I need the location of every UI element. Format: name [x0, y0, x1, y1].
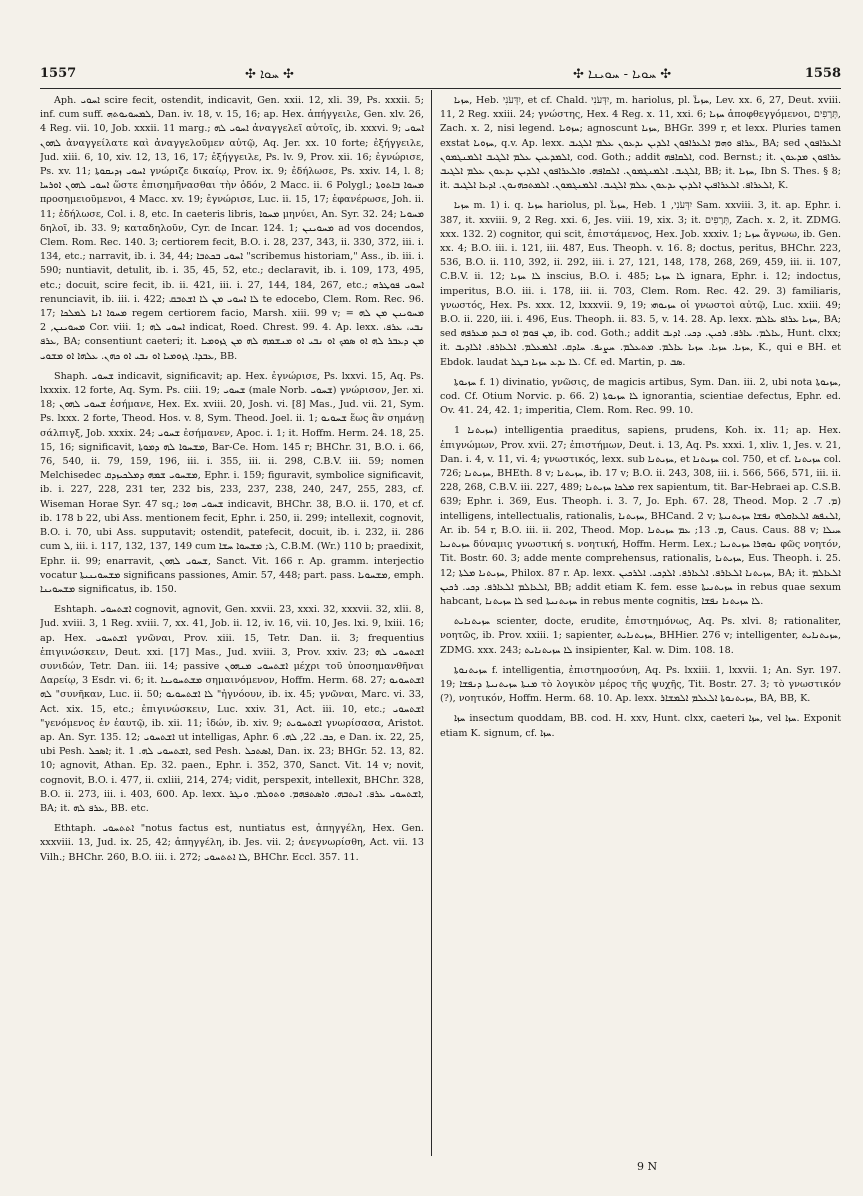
- entry-divinatio: ܚܙܝܘܬܐ f. 1) divinatio, γνῶσις, de magicis artibus, Sym. Dan. iii. 2, ubi nota ܚܙܝܘܬܐ, cod. Cf. Otium Norvic. p. 66. 2) ܠܐ ܚܙܝܘܬܐ ignorantia, scientiae defectus, Ephr. ed. Ov. 41. 24, 42. 1; imperitia, Clem. Rom. Rec. 99. 10.: [440, 376, 841, 417]
- entry-aphel: Aph. ܐܚܘܝ scire fecit, ostendit, indicavit, Gen. xxii. 12, xli. 39, Ps. xxxii. 5; inf. cum suff. ܠܡܚܘܝܘܬܗ, Dan. iv. 18, v. 15, 16; ap. Hex. ἀπήγγειλε, Gen. xlv. 26, 4 Reg. vii. 10, Job. xxxii. 11 marg.; ܐܚܘܝ ܠܗ ἀναγγελεῖ αὐτοῖς, ib. xxxvi. 9; ܐܚܘܝ ܠܗܘܢ ἀναγγείλατε καὶ ἀναγγελοῦμεν αὐτῷ, Aq. Jer. xx. 10 forte; ἐξήγγειλε, Jud. xiii. 6, 10, xiv. 12, 13, 16, 17; ἐξήγγειλε, Ps. lv. 9, Prov. xii. 16; ἐγνώρισε, Ps. xv. 11; ܐܚܘܝ ܙܕܝܩܘܬܐ γνώριζε δικαίῳ, Prov. ix. 9; ἐδήλωσε, Ps. xxiv. 14, l. 8; ܐܚܘܝ ܠܗܘܢ ܐܘܪܚܐ ὥστε ἐπισημῆνασθαι τὴν ὁδόν, 2 Macc. ii. 6 Polygl.; ܡܚܘܐ ܒܐܬܘܬܐ προσημειοῦμενοι, 4 Macc. xv. 19; ἐγνώρισε, Luc. ii. 15, 17; ἐφανέρωσε, Joh. ii. 11; ἐδήλωσε, Col. i. 8, etc. In caeteris libris, ܡܚܘܐ μηνύει, An. Syr. 32. 24; ܡܚܘܝܐ δηλοῖ, ib. 33. 9; καταδηλοῦν, Cyr. de Incar. 124. 1; ܡܚܘܝܢܢ ad vos docendos, Clem. Rom. Rec. 140. 3; certiorem fecit, B.O. i. 28, 237, 343, ii. 330, 372, iii. i. 134, etc.; narravit, ib. i. 34, 44; ܐܚܘܝ ܒܟܬܒܐ "scribemus historiam," Ass., ib. iii. i. 590; nuntiavit, detulit, ib. i. 35, 45, 52, etc.; declaravit, ib. i. 109, 173, 495, etc.; docuit, scire fecit, ib. ii. 421, iii. i. 27, 144, 184, 267, etc.; ܐܚܘܝ ܦܘܛܪܗ renunciavit, ib. iii. i. 422; ܠܐ ܐܚܘܝ ܡܢ ܠܐ ܐܫܬܒܩ te edocebo, Clem. Rom. Rec. 96. 17; ܡܚܘܐ ܐܢܐ ܠܡܠܟܐ regem certiorem facio, Marsh. xiii. 99 v; ܡܚܘܝܢܢ ܡܢ ܠܗ = ܡܚܘܝܢܢ, 2 Cor. viii. 1; ܐܚܘܝ ܠܗ indicat, Roed. Chrest. 99. 4. Ap. lexx. ܢܒܝ، ܥܪܦ، ܥܪܦ, BA; consentiunt caeteri; it. ܡܢ ܕܥܒܪ ܠܗ ܐܘ ܣܡܟ ܐܘ ܢܒܝ ܐܘ ܡܢܫܡܗ ܠܗ ܡܢ ܓܙܘܡܝܐ ܥܒܕܐ. ܓܙܘܡܝܐ ܐܘ ܢܒܝ ܐܘ ܟܗܢ. ܥܠܗܐ ܐܘ ܡܫܘܝ, BB.: [40, 95, 424, 362]
- entry-insectum: ܚܙܐ insectum quoddam, BB. cod. H. xxv, Hunt. clxx, caeteri ܚܙܐ, vel ܚܙܐ. Exponit etiam K. signum, cf. ܚܙܐ.: [440, 713, 841, 739]
- entry-shaphel: Shaph. ܫܚܘܝ indicavit, significavit; ap. Hex. ἐγνώρισε, Ps. lxxvi. 15, Aq. Ps. lxxxix. 12 forte, Aq. Sym. Ps. ciii. 19; ܫܚܘܝ (male Norb. ܫܚܘܝ) γνώρισον, Jer. xi. 18; ܫܚܘܝ ܠܗܘܢ ἐσήμανε, Hex. Ex. xviii. 20, Josh. vi. [8] Mas., Jud. vii. 21, Sym. Ps. lxxx. 2 forte, Theod. Hos. v. 8, Sym. Theod. Joel. ii. 1; ܫܚܘܝܘ ἕως ἂν σημάνῃ σάλπιγξ, Job. xxxix. 24; ܫܚܘܝ ἐσήμανεν, Apoc. i. 1; it. Hoffm. Herm. 24. 18, 25. 15, 16; significavit, ܡܫܚܘܐ ܠܗ ܕܡܘܬܐ, Bar-Ce. Hom. 145 r; BHChr. 31, B.O. i. 66, 76, 540, ii. 79, 159, 196, iii. i. 355, iii. ii. 298, C.B.V. iii. 59; nomen Melchisedec ܡܫܚܘܝ ܫܡܗ ܕܡܠܟܝܙܕܩ, Ephr. i. 159; figuravit, symbolice significavit, ib. i. 227, 228, 231 ter, 232 bis, 233, 237, 238, 240, 247, 255, 283, cf. Wiseman Horae Syr. 47 sq.; ܫܚܘܝ ܗܘܐ indicavit, BHChr. 38, B.O. ii. 170, et cf. ib. 178 b 22, ubi Ass. mentionem fecit, Ephr. i. 250, ii. 299; intellexit, cognovit, B.O. i. 70, ubi Ass. supputavit; ostendit, patefecit, docuit, ib. i. 232, ii. 286 cum ܠ, iii. i. 117, 132, 137, 149 cum ܠ; ܡܫܚܘܐ ܚܫܐ, C.B.M. (Wr.) 110 b; praedixit, Ephr. ii. 99; enarravit, ܫܚܘܝ ܠܗܘܢ, Sanct. Vit. 166 r. Ap. gramm. interjectio vocatur ܡܫܚܘܝܢܝܬܐ significans passiones, Amir. 57, 448; part. pass. ܡܫܚܘܝܐ, emph. ܡܫܚܘܝܢܐ significatus, ib. 150.: [40, 370, 424, 595]
- entry-hariolus: ܚܙܝܐ m. 1) i. q. ܚܙܝܐ hariolus, pl. ܚܙܝܐ̈, Heb. יִדְּעֹנִי, 1 Sam. xxviii. 3, it. ap. Ephr. i. 387, it. xxviii. 9, 2 Reg. xxi. 6, Jes. viii. 19, xix. 3; it. תְּרָפִים, Zach. x. 2, it. ZDMG. xxx. 132. 2) cognitor, qui scit, ἐπιστάμενος, Hex. Job. xxxiv. 1; ܚܙܝܐ ἄγνωω, ib. Gen. xx. 4; B.O. iii. i. 121, iii. 487, Eus. Theoph. v. 16. 8; doctus, peritus, BHChr. 223, 536, B.O. ii. 110, 392, ii. 292, iii. i. 27, 121, 148, 178, 268, 269, 459, iii. ii. 107, C.B.V. ii. 12; ܠܐ ܚܙܝܐ inscius, B.O. i. 485; ܠܐ ܚܙܝܐ ignara, Ephr. i. 12; indoctus, imperitus, B.O. iii. i. 178, iii. ii. 703, Clem. Rom. Rec. 42. 29. 3) familiaris, γνωστός, Hex. Ps. xxx. 12, lxxxvii. 9, 19; ܚܙܝܘܗܝ οἱ γνωστοὶ αὐτῷ, Luc. xxiii. 49; B.O. ii. 220, iii. i. 496, Eus. Theoph. ii. 83. 5, v. 14. 28. Ap. lexx. ܚܙܝܐ ܥܪܐܦ ܥܐܠܡ, BA; sed ܡܢ ܦܘܡ ܐܘ ܒܥܕ ܡܥܪܦܗ, ib. cod. Goth.; addit ܥܐܠܡ. ܥܐܪܦ. ܪܟܝܢ. ܕܟܝ. ܐܕܝܒ, Hunt. clxx; it. ܚܙܝܐ. ܚܙܝܐ. ܚܙܝܐ ܥܐܠܡ. ܡܬܥܠܡ. ܚܨܝܦ. ܚܐܕܩ. ܐܠܡܥܠܡ. ܐܠܥܐܪܦ. ܐܠܐܕܝܒ, K., qui e BH. et Ebdok. laudat ܠܐ ܝܕܥ ܚܙܝܐ ܒܛܠ. Cf. ed. Martin, p. ܣܒ.: [440, 200, 841, 368]
- header-rule: [40, 88, 841, 89]
- running-head-left: ✣ ܚܘܐ ✣: [245, 67, 294, 82]
- running-head-right: ✣ ܚܘܝܐ - ܚܘܝܢܐ ✣: [573, 67, 672, 82]
- entry-intelligentia: ܚܙܝܬܢܘܬܐ f. intelligentia, ἐπιστημοσύνη, Aq. Ps. lxxiii. 1, lxxvii. 1; An. Syr. 197. 19; ܡܢܬܐ ܚܙܝܬܢܝܬܐ ܕܢܦܫܐ τὸ λογικὸν μέρος τῆς ψυχῆς, Tit. Bostr. 27. 3; τὸ γνωστικόν (?), νοητικόν, Hoffm. Herm. 68. 10. Ap. lexx. ܚܙܝܬܢܘܬܐ ܐܠܥܠܡ ܐܠܡܫܐܪ, BA, BB, K.: [440, 664, 841, 705]
- right-column: [440, 94, 841, 1154]
- left-column: [40, 94, 424, 1154]
- page-number-right: 1558: [804, 66, 841, 81]
- page-number-left: 1557: [40, 66, 77, 81]
- entry-intelligentia-praeditus: ܚܙܝܬܢܐ 1) intelligentia praeditus, sapiens, prudens, Koh. ix. 11; ap. Hex. ἐπιγνώμων, Prov. xvii. 27; ἐπιστήμων, Deut. i. 13, Aq. Ps. xxxi. 1, xliv. 1, Jes. v. 21, Dan. i. 4, v. 11, vi. 4; γνωστικός, lexx. sub ܚܙܝܬܢܐ, et ܚܙܝܬܢܐ col. 750, et cf. ܚܙܝܬܢܐ col. 726; ܚܙܝܬܢܐ, BHEth. 8 v; ܚܙܝܬܢܐ, ib. 17 v; B.O. ii. 243, 308, iii. i. 566, 566, 571, iii. ii. 228, 268, C.B.V. iii. 227, 489; ܡܠܟܐ ܚܙܝܬܢܐ rex sapientum, tit. Bar-Hebraei ap. C.S.B. 639; Ephr. i. 369, Eus. Theoph. i. 3. 7, Jo. Eph. 67. 28, Theod. Mop. ܡ. 7. 2) intelligens, intellectualis, rationalis, ܚܙܝܬܢܐ, BHCand. 2 v; ܐܠܢܦܣ ܐܠܥܐܩܠܗ ܢܦܫܐ ܚܙܝܬܢܝܬܐ, Ar. ib. 54 r, B.O. iii. ii. 202, Theod. Mop. ܡ. 13; ܥܡ ܚܙܝܬܢܐ, Caus. Caus. 88 v; ܚܝܠܐ ܚܙܝܬܢܝܐ δύναμις γνωστική s. νοητική, Hoffm. Herm. Lex.; ܢܘܗܪܐ ܚܙܝܬܢܝܐ φῶς νοητόν, Tit. Bostr. 60. 3; adde mente comprehensus, rationalis, ܚܙܝܬܢܐ, Eus. Theoph. i. 25. 12; ܚܙܝܬܢܐ ܡܠܬܐ, Philox. 87 r. Ap. lexx. ܚܙܝܬܢܐ ܐܠܥܐܪܦ. ܐܠܥܐܪܦ. ܐܠܕܟܝ. ܐܠܪܟܝܢ, BA; it. ܐܠܥܐܠܡ ܐܠܥܐܠܡ ܐܠܥܐܪܦ. ܕܟܝ. ܪܟܝܢ, BB; addit etiam K. fem. esse ܚܙܝܬܢܝܬܐ in rebus quae sexum habcant, ܠܐ ܚܙܝܬܢܐ sed ܚܙܝܬܢܝܬܐ in rebus mente cognitis, ܠܐ ܚܙܝܬܢܐ ܢܦܫܐ.: [440, 425, 841, 607]
- entry-hariolus-heb: ܚܙܝܐ, Heb. יִדְּעֹנִי, et cf. Chald. יִדְּעֹנִי, m. hariolus, pl. ܚܙܝܐ̈, Lev. xx. 6, 27, Deut. xviii. 11, 2 Reg. xxiii. 24; γνώστης, Hex. 4 Reg. x. 11, xxi. 6; ܚܙܝܐ ἀποφθεγγόμενοι, תְּרָפִים, Zach. x. 2, nisi legend. ܚܙܘܝܐ; agnoscunt ܚܙܝܐ, BHGr. 399 r, et lexx. Pluries tamen exstat ܚܙܘܝܐ, q.v. Ap. lexx. ܥܪܐܦ ܘܗܡ ܐܠܥܪܐܦܘܢ ܐܠܕܝܢ ܝܕܥܘܢ ܥܠܡ ܐܠܓܝܒ, BA; sed ܐܠܥܪܐܦܘܢ ܐܠܡܕܥܝܢ ܥܠܡ ܐܠܓܝܒ ܐܠܡܢܓܡܘܢ, cod. Goth.; addit ܐܠܩܐܦܗ, cod. Bernst.; it. ܥܪܐܦܘܢ ܡܕܥܘܢ ܐܠܓܝܒ. ܐܠܡܢܓܡܘܢ. ܐܠܩܐܦܗ. ܘܐܠܥܪܐܦܘܢ ܐܠܕܝܢ ܝܕܥܘܢ ܥܠܡ ܐܠܓܝܒ, BB; it. ܚܙܝܐ, Ibn S. Thes. § 8; it. ܐܠܥܪܐܦ. ܐܠܥܪܐܦܝܢ ܐܠܕܝܢ ܝܕܥܘܢ ܥܠܡ ܐܠܓܝܒ. ܐܠܡܢܓܡܘܢ. ܐܠܡܬܟܗܢܘܢ. ܐܕܥܐ ܐܠܓܝܒ, K.: [440, 95, 841, 192]
- signature-mark: 9 N: [637, 1160, 658, 1173]
- column-divider: [431, 90, 432, 1156]
- page-header: [40, 66, 841, 86]
- entry-eshtaphal: Eshtaph. ܐܫܬܚܘܝ cognovit, agnovit, Gen. xxvii. 23, xxxi. 32, xxxvii. 32, xlii. 8, Jud. xviii. 3, 1 Reg. xviii. 7, xx. 41, Job. ii. 12, iv. 16, vii. 10, Jes. lxi. 9, lxiii. 16; ap. Hex. ܐܫܬܚܘܝ γνῶναι, Prov. xiii. 15, Tetr. Dan. ii. 3; frequentius ἐπιγινώσκειν, Deut. xxi. [17] Mas., Jud. xviii. 3, Prov. xxiv. 23; ܐܫܬܚܘܝ ܠܗ συνιδών, Tetr. Dan. iii. 14; passive ܐܫܬܚܘܝ ܡܢܗܘܢ μέχρι τοῦ ὑποσημανθῆναι Δαρείῳ, 3 Esdr. vi. 6; it. ܡܫܬܚܘܝܢܐ σημαινόμενον, Hoffm. Herm. 68. 27; ܐܫܬܚܘܝܘ ܠܗ "συνῆκαν, Luc. ii. 50; ܠܐ ܐܫܬܚܘܝܘ "ἠγνόουν, ib. ix. 45; γνῶναι, Marc. vi. 33, Act. xix. 15, etc.; ἐπιγινώσκειν, Luc. xxiv. 31, Act. iii. 10, etc.; ܐܫܬܚܘܝ "γενόμενος ἐν ἑαυτῷ, ib. xii. 11; ἰδών, ib. xiv. 9; ܐܫܬܚܘܝܬ γνωρίσασα, Aristot. ap. An. Syr. 135. 12; ܐܫܬܚܘܝ ut intelligas, Aphr. ܟܒ. 22, ܠܗ. 6, e Dan. ix. 22, 25, ubi Pesh. ܐܣܟܠ; it. ܐܫܬܚܘܝ ܠܗ. 1, sed Pesh. ܐܣܬܟܠ, Dan. ix. 23; BHGr. 52. 13, 82. 10; agnovit, Athan. Ep. 32. paen., Ephr. i. 352, 370, Sanct. Vit. 14 v; novit, cognovit, B.O. i. 477, ii. cxliii, 214, 274; vidit, perspexit, intellexit, BHChr. 328, B.O. ii. 273, iii. i. 403, 600. Ap. lexx. ܐܫܬܚܘܝ ܥܪܦ. ܐܢܬܒܗ. ܘܐܣܬܦܗܡ. ܘܬܘܠܡ. ܘܢܓܪ, BA; it. ܥܪܦ ܠܗ, BB. etc.: [40, 604, 424, 814]
- entry-scienter: ܚܙܝܬܢܐܝܬ scienter, docte, erudite, ἐπιστημόνως, Aq. Ps. xlvi. 8; rationaliter, νοητῶς, ib. Prov. xxiii. 1; sapienter, ܚܙܝܬܢܐܝܬ, BHHier. 276 v; intelligenter, ܚܙܝܬܢܐܝܬ, ZDMG. xxx. 243; ܠܐ ܚܙܝܬܢܐܝܬ insipienter, Kal. w. Dim. 108. 18.: [440, 616, 841, 656]
- entry-ethtaphal: Ethtaph. ܐܬܬܚܘܝ "notus factus est, nuntiatus est, ἀπηγγέλη, Hex. Gen. xxxviii. 13, Jud. ix. 25, 42; ἀπηγγέλη, ib. Jes. vii. 2; ἀνεγνωρίσθη, Act. vii. 13 Vilh.; BHChr. 260, B.O. iii. i. 272; ܠܐ ܐܬܬܚܘܝ, BHChr. Eccl. 357. 11.: [40, 823, 424, 863]
